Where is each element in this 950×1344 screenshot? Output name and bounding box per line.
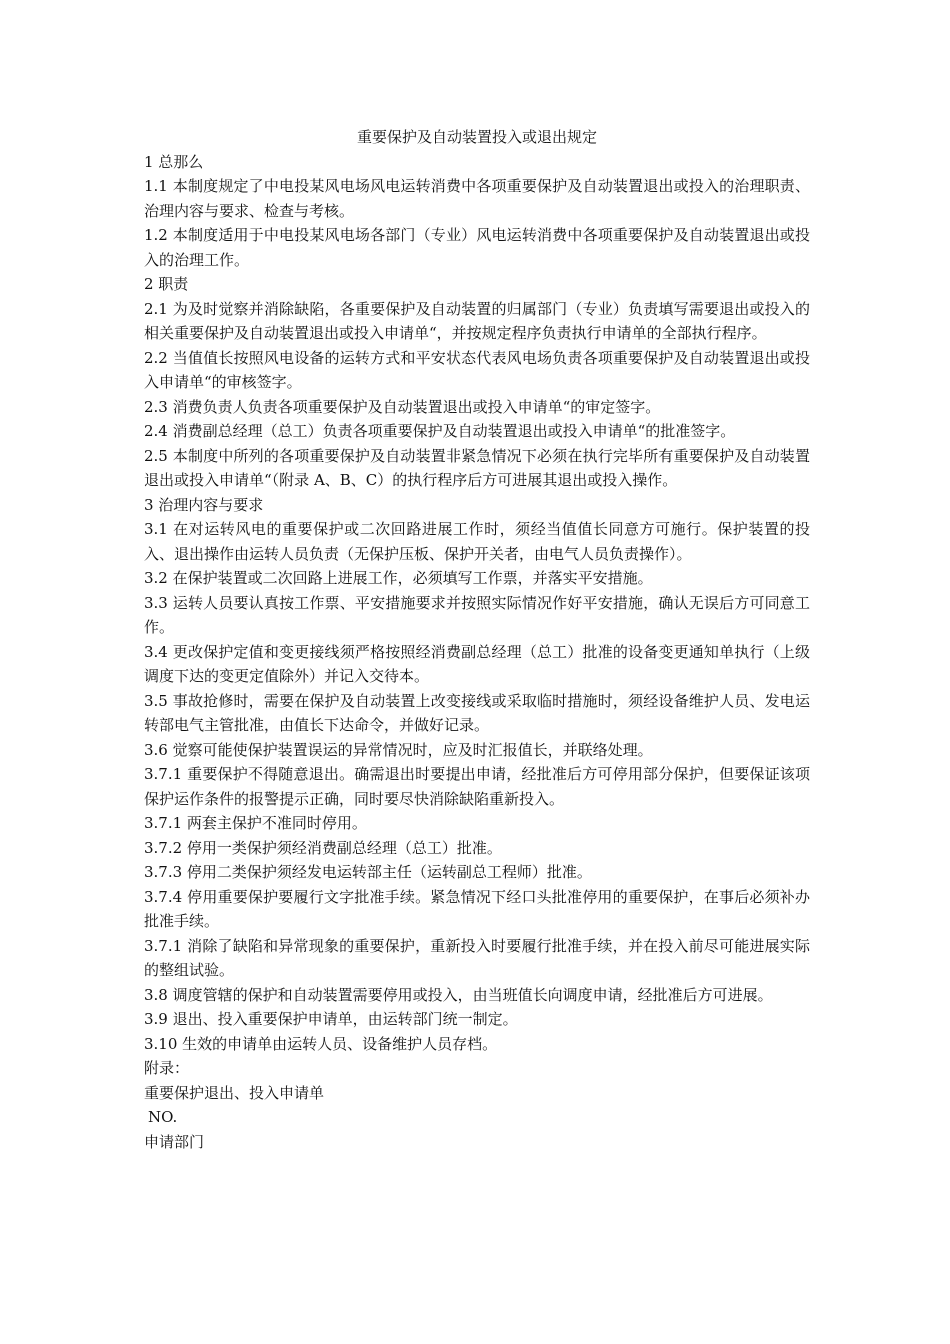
paragraph-3-8: 3.8 调度管辖的保护和自动装置需要停用或投入，由当班值长向调度申请，经批准后方可进展。 (144, 985, 773, 1004)
document-body (144, 125, 810, 1154)
paragraph-2-2: 2.2 当值值长按照风电设备的运转方式和平安状态代表风电场负责各项重要保护及自动装置退出或投入申请单“的审核签字。 (144, 348, 810, 391)
paragraph-2-5: 2.5 本制度中所列的各项重要保护及自动装置非紧急情况下必须在执行完毕所有重要保护及自动装置退出或投入申请单“（附录 A、B、C）的执行程序后方可进展其退出或投入操作。 (144, 446, 810, 489)
paragraph-3-7-2: 3.7.2 停用一类保护须经消费副总经理（总工）批准。 (144, 838, 502, 857)
section-heading-3: 3 治理内容与要求 (144, 495, 264, 514)
paragraph-2-1: 2.1 为及时觉察并消除缺陷，各重要保护及自动装置的归属部门（专业）负责填写需要退出或投入的相关重要保护及自动装置退出或投入申请单“，并按规定程序负责执行申请单的全部执行程序。 (144, 299, 810, 342)
appendix-label: 附录： (144, 1059, 190, 1077)
paragraph-3-1: 3.1 在对运转风电的重要保护或二次回路进展工作时，须经当值值长同意方可施行。保护装置的投入、退出操作由运转人员负责（无保护压板、保护开关者，由电气人员负责操作）。 (144, 520, 810, 563)
paragraph-3-4: 3.4 更改保护定值和变更接线须严格按照经消费副总经理（总工）批准的设备变更通知单执行（上级调度下达的变更定值除外）并记入交待本。 (144, 642, 810, 685)
paragraph-2-4: 2.4 消费副总经理（总工）负责各项重要保护及自动装置退出或投入申请单“的批准签字。 (144, 422, 736, 440)
paragraph-3-2: 3.2 在保护装置或二次回路上进展工作，必须填写工作票，并落实平安措施。 (144, 569, 653, 587)
paragraph-3-7-1a: 3.7.1 重要保护不得随意退出。确需退出时要提出申请，经批准后方可停用部分保护，但要保证该项保护运作条件的报警提示正确，同时要尽快消除缺陷重新投入。 (144, 765, 810, 808)
paragraph-3-7-4: 3.7.4 停用重要保护要履行文字批准手续。紧急情况下经口头批准停用的重要保护，在事后必须补办批准手续。 (144, 887, 810, 930)
paragraph-3-7-1b: 3.7.1 两套主保护不准同时停用。 (144, 814, 367, 832)
paragraph-3-6: 3.6 觉察可能使保护装置误运的异常情况时，应及时汇报值长，并联络处理。 (144, 740, 653, 759)
paragraph-3-7-3: 3.7.3 停用二类保护须经发电运转部主任（运转副总工程师）批准。 (144, 863, 592, 881)
paragraph-3-5: 3.5 事故抢修时，需要在保护及自动装置上改变接线或采取临时措施时，须经设备维护人员、发电运转部电气主管批准，由值长下达命令，并做好记录。 (144, 691, 810, 734)
paragraph-1-1: 1.1 本制度规定了中电投某风电场风电运转消费中各项重要保护及自动装置退出或投入的治理职责、治理内容与要求、检查与考核。 (144, 177, 810, 220)
paragraph-3-7-1c: 3.7.1 消除了缺陷和异常现象的重要保护，重新投入时要履行批准手续，并在投入前尽可能进展实际的整组试验。 (144, 936, 810, 979)
paragraph-1-2: 1.2 本制度适用于中电投某风电场各部门（专业）风电运转消费中各项重要保护及自动装置退出或投入的治理工作。 (144, 226, 810, 269)
form-number-label: NO. (148, 1108, 178, 1126)
form-department-label: 申请部门 (144, 1132, 205, 1151)
paragraph-3-3: 3.3 运转人员要认真按工作票、平安措施要求并按照实际情况作好平安措施，确认无误后方可同意工作。 (144, 593, 810, 636)
paragraph-3-10: 3.10 生效的申请单由运转人员、设备维护人员存档。 (144, 1034, 498, 1053)
paragraph-2-3: 2.3 消费负责人负责各项重要保护及自动装置退出或投入申请单“的审定签字。 (144, 397, 661, 416)
document-title: 重要保护及自动装置投入或退出规定 (356, 128, 597, 146)
section-heading-1: 1 总那么 (144, 152, 204, 171)
section-heading-2: 2 职责 (144, 275, 189, 293)
appendix-form-title: 重要保护退出、投入申请单 (144, 1083, 325, 1102)
paragraph-3-9: 3.9 退出、投入重要保护申请单，由运转部门统一制定。 (144, 1010, 518, 1028)
